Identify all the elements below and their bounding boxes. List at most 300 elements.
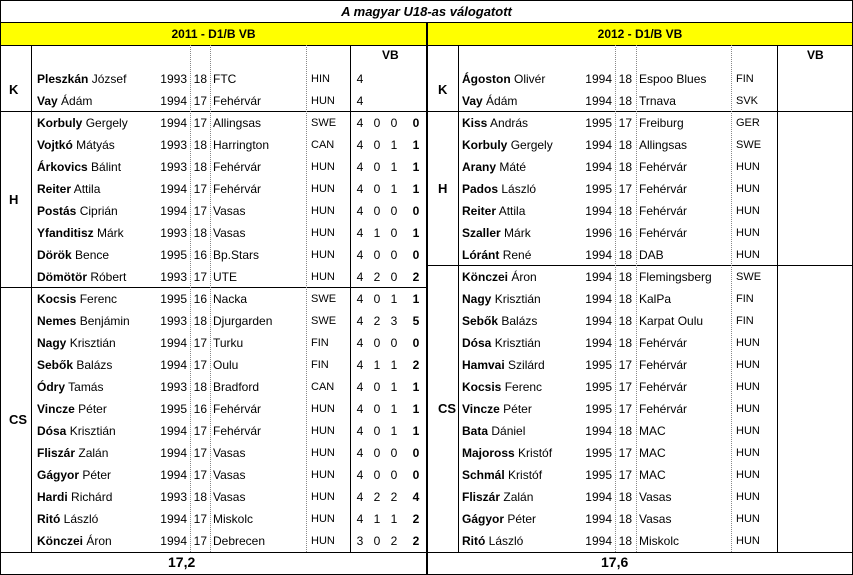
player-age: 17 [193,446,207,460]
table-row [428,420,852,442]
table-row [428,376,852,398]
column-rule [458,45,459,552]
club-name: Flemingsberg [639,270,712,284]
player-surname: Nagy [462,292,492,306]
birth-year: 1995 [585,116,612,130]
player-surname: Vojtkó [37,138,73,152]
player-given-name: Bence [75,248,110,262]
club-name: FTC [213,72,237,86]
player-given-name: József [91,72,127,86]
player-given-name: Balázs [501,314,538,328]
table-row [428,222,852,244]
birth-year: 1994 [160,204,187,218]
stat-value: 1 [390,292,398,306]
player-age: 17 [193,336,207,350]
birth-year: 1994 [160,446,187,460]
country-code: SVK [736,95,759,107]
birth-year: 1994 [160,468,187,482]
birth-year: 1993 [160,314,187,328]
player-name [462,244,531,266]
player-age: 18 [618,160,632,174]
right-average: 17,6 [601,554,629,570]
country-code: HUN [736,447,760,459]
player-surname: Kiss [462,116,488,130]
table-row [1,310,426,332]
player-name [462,376,542,398]
club-name: Fehérvár [639,160,688,174]
stat-value: 0 [390,468,398,482]
player-age: 17 [193,116,207,130]
table-row [1,266,426,288]
table-row [428,530,852,552]
stat-value: 0 [390,270,398,284]
player-age: 18 [618,314,632,328]
stat-value: 0 [390,204,398,218]
stat-value: 0 [373,534,381,548]
player-name [462,68,545,90]
club-name: Karpat Oulu [639,314,704,328]
table-row [428,288,852,310]
column-rule [350,45,351,552]
table-row [1,398,426,420]
club-name: Fehérvár [639,336,688,350]
player-name [462,156,526,178]
player-surname: Ódry [37,380,66,394]
club-name: Allingsas [213,116,262,130]
player-age: 17 [618,182,632,196]
player-surname: Fliszár [462,490,501,504]
player-surname: Hamvai [462,358,505,372]
player-surname: Könczei [37,534,84,548]
table-row [1,464,426,486]
player-age: 17 [193,534,207,548]
player-age: 17 [193,358,207,372]
stat-value: 0 [373,138,381,152]
birth-year: 1995 [160,248,187,262]
country-code: HUN [736,161,760,173]
player-surname: Bata [462,424,489,438]
stat-value: 0 [412,446,420,460]
player-surname: Nemes [37,314,77,328]
player-name [37,200,118,222]
player-age: 17 [618,116,632,130]
stat-value: 1 [412,424,420,438]
player-age: 17 [618,402,632,416]
player-surname: Ritó [462,534,486,548]
birth-year: 1994 [160,336,187,350]
stat-value: 0 [373,446,381,460]
stat-value: 1 [390,160,398,174]
stat-value: 4 [356,226,364,240]
stat-value: 4 [356,380,364,394]
country-code: HUN [736,227,760,239]
country-code: HUN [736,205,760,217]
column-rule [210,45,211,552]
player-age: 17 [618,468,632,482]
country-code: HUN [736,425,760,437]
birth-year: 1995 [585,446,612,460]
table-row [428,486,852,508]
player-given-name: Attila [498,204,526,218]
club-name: Fehérvár [213,182,262,196]
birth-year: 1994 [585,204,612,218]
player-given-name: Ferenc [504,380,543,394]
club-name: Fehérvár [213,424,262,438]
stat-value: 4 [356,402,364,416]
player-surname: Pados [462,182,499,196]
stat-value: 0 [373,248,381,262]
player-surname: Dömötör [37,270,87,284]
stat-value: 1 [412,292,420,306]
player-surname: Könczei [462,270,509,284]
table-bottom-rule [1,552,426,553]
table-row [1,178,426,200]
country-code: HUN [311,535,335,547]
club-name: MAC [639,446,666,460]
stat-value: 1 [390,402,398,416]
player-age: 17 [193,512,207,526]
club-name: Vasas [213,490,246,504]
stat-value: 2 [412,270,420,284]
player-age: 18 [618,94,632,108]
club-name: Fehérvár [639,402,688,416]
stat-value: 1 [412,160,420,174]
stat-value: 1 [412,182,420,196]
player-name [37,288,117,310]
player-given-name: Péter [82,468,112,482]
country-code: HUN [311,205,335,217]
club-name: Vasas [213,226,246,240]
birth-year: 1994 [160,94,187,108]
birth-year: 1995 [160,402,187,416]
birth-year: 1994 [585,424,612,438]
country-code: SWE [311,293,337,305]
club-name: Fehérvár [213,94,262,108]
player-given-name: Péter [78,402,107,416]
club-name: Vasas [213,468,246,482]
player-surname: Szaller [462,226,501,240]
player-surname: Vay [462,94,483,108]
player-given-name: Ciprián [79,204,118,218]
club-name: Allingsas [639,138,688,152]
country-code: HUN [311,249,335,261]
stat-value: 1 [390,182,398,196]
stat-value: 4 [356,446,364,460]
country-code: HUN [311,425,335,437]
table-row [1,156,426,178]
right-vb-label: VB [807,48,824,62]
birth-year: 1995 [585,358,612,372]
player-name [462,90,517,112]
stat-value: 0 [390,116,398,130]
table-row [428,464,852,486]
position-label: CS [438,401,457,416]
table-row [428,178,852,200]
player-name [462,288,541,310]
player-surname: Dörök [37,248,72,262]
stat-value: 4 [356,468,364,482]
player-name [462,332,541,354]
stat-value: 4 [356,204,364,218]
player-surname: Kocsis [462,380,502,394]
player-age: 18 [193,380,207,394]
birth-year: 1995 [585,402,612,416]
table-row [428,134,852,156]
country-code: HUN [736,403,760,415]
country-code: SWE [736,139,762,151]
stat-value: 1 [412,226,420,240]
player-given-name: Bálint [91,160,122,174]
club-name: Vasas [213,446,246,460]
player-name [37,508,98,530]
player-age: 18 [618,248,632,262]
player-surname: Korbuly [37,116,83,130]
stat-value: 0 [390,336,398,350]
column-rule [777,45,778,552]
stat-value: 4 [356,116,364,130]
birth-year: 1994 [160,116,187,130]
birth-year: 1994 [585,94,612,108]
stat-value: 2 [373,270,381,284]
player-surname: Ágoston [462,72,511,86]
player-surname: Gágyor [37,468,80,482]
right-header: 2012 - D1/B VB [428,23,852,46]
stat-value: 4 [356,138,364,152]
birth-year: 1994 [585,490,612,504]
player-age: 18 [193,72,207,86]
player-name [462,508,536,530]
player-given-name: Krisztián [69,336,116,350]
table-row [1,420,426,442]
player-given-name: Attila [73,182,101,196]
birth-year: 1994 [160,182,187,196]
country-code: HUN [736,535,760,547]
table-row [1,530,426,552]
player-age: 17 [193,182,207,196]
stat-value: 1 [390,358,398,372]
table-row [428,156,852,178]
table-row [1,442,426,464]
player-name [37,442,108,464]
club-name: Miskolc [639,534,680,548]
position-label: K [438,82,448,97]
birth-year: 1994 [585,160,612,174]
stat-value: 4 [412,490,420,504]
player-surname: Gágyor [462,512,505,526]
player-given-name: Szilárd [508,358,545,372]
birth-year: 1993 [160,270,187,284]
player-given-name: Benjámin [79,314,130,328]
country-code: HUN [736,469,760,481]
player-surname: Majoross [462,446,515,460]
table-row [428,354,852,376]
player-age: 18 [618,336,632,350]
player-given-name: Márk [97,226,124,240]
player-age: 18 [618,490,632,504]
stat-value: 0 [412,336,420,350]
player-name [37,310,130,332]
table-row [428,398,852,420]
club-name: Bradford [213,380,260,394]
stat-value: 2 [412,512,420,526]
club-name: Oulu [213,358,239,372]
player-given-name: Dániel [491,424,526,438]
player-age: 16 [193,248,207,262]
player-given-name: Zalán [78,446,109,460]
player-name [462,310,537,332]
player-name [37,244,109,266]
table-row [1,376,426,398]
table-row [1,244,426,266]
stat-value: 4 [356,248,364,262]
birth-year: 1994 [585,292,612,306]
position-label: H [9,192,19,207]
stat-value: 0 [412,204,420,218]
player-given-name: Zalán [503,490,534,504]
table-row [1,90,426,112]
club-name: Nacka [213,292,248,306]
country-code: HUN [736,491,760,503]
player-age: 18 [618,534,632,548]
birth-year: 1994 [585,270,612,284]
player-age: 17 [193,270,207,284]
country-code: SWE [736,271,762,283]
country-code: FIN [736,293,754,305]
stat-value: 4 [356,94,364,108]
player-surname: Arany [462,160,497,174]
club-name: Fehérvár [213,160,262,174]
player-given-name: László [63,512,99,526]
birth-year: 1994 [585,314,612,328]
player-age: 17 [618,380,632,394]
stat-value: 4 [356,72,364,86]
stat-value: 4 [356,160,364,174]
player-given-name: Kristóf [508,468,543,482]
table-row [428,332,852,354]
stat-value: 1 [390,380,398,394]
stat-value: 0 [412,248,420,262]
birth-year: 1994 [160,424,187,438]
player-surname: Vay [37,94,58,108]
stat-value: 2 [390,534,398,548]
stat-value: 3 [390,314,398,328]
player-surname: Dósa [37,424,67,438]
player-name [37,266,126,288]
player-name [37,134,115,156]
player-given-name: Ádám [61,94,93,108]
birth-year: 1994 [585,248,612,262]
player-given-name: Péter [503,402,532,416]
position-label: CS [9,412,28,427]
country-code: FIN [311,337,329,349]
table-row [428,200,852,222]
table-row [1,200,426,222]
player-name [462,464,542,486]
country-code: GER [736,117,760,129]
country-code: HUN [736,359,760,371]
club-name: Vasas [213,204,246,218]
player-age: 18 [618,204,632,218]
player-surname: Reiter [462,204,497,218]
player-given-name: Áron [86,534,112,548]
stat-value: 4 [356,512,364,526]
stat-value: 4 [356,490,364,504]
club-name: Turku [213,336,244,350]
player-given-name: Richárd [71,490,113,504]
birth-year: 1994 [160,512,187,526]
stat-value: 1 [390,138,398,152]
table-row [428,244,852,266]
player-given-name: Krisztián [69,424,116,438]
player-name [37,156,121,178]
column-rule [306,45,307,552]
player-age: 18 [618,512,632,526]
birth-year: 1993 [160,226,187,240]
player-age: 16 [618,226,632,240]
player-name [37,222,124,244]
club-name: Fehérvár [639,204,688,218]
position-label: H [438,181,448,196]
player-given-name: Ferenc [79,292,118,306]
player-age: 17 [193,204,207,218]
player-given-name: Krisztián [494,292,541,306]
player-age: 18 [193,490,207,504]
left-average: 17,2 [168,554,196,570]
player-surname: Postás [37,204,77,218]
stat-value: 1 [412,380,420,394]
birth-year: 1995 [585,182,612,196]
player-name [462,398,532,420]
birth-year: 1995 [160,292,187,306]
club-name: Bp.Stars [213,248,260,262]
player-name [462,112,528,134]
player-surname: Vincze [37,402,75,416]
player-age: 18 [618,270,632,284]
country-code: HUN [311,447,335,459]
table-row [1,112,426,134]
country-code: HUN [736,183,760,195]
country-code: HUN [311,161,335,173]
birth-year: 1994 [160,358,187,372]
player-given-name: Gergely [85,116,128,130]
club-name: DAB [639,248,664,262]
club-name: Fehérvár [639,358,688,372]
stat-value: 2 [373,490,381,504]
stat-value: 0 [373,116,381,130]
birth-year: 1994 [585,138,612,152]
player-given-name: Áron [511,270,537,284]
country-code: FIN [311,359,329,371]
country-code: HUN [311,183,335,195]
stat-value: 4 [356,270,364,284]
table-row [428,442,852,464]
player-given-name: Tamás [68,380,104,394]
player-name [37,464,111,486]
player-name [462,134,553,156]
stat-value: 4 [356,336,364,350]
club-name: Vasas [639,490,672,504]
table-row [1,332,426,354]
player-age: 18 [618,138,632,152]
country-code: HUN [311,403,335,415]
player-surname: Sebők [462,314,499,328]
player-age: 18 [193,314,207,328]
club-name: Djurgarden [213,314,273,328]
player-name [37,398,107,420]
table-row [1,222,426,244]
stat-value: 2 [390,490,398,504]
birth-year: 1993 [160,490,187,504]
